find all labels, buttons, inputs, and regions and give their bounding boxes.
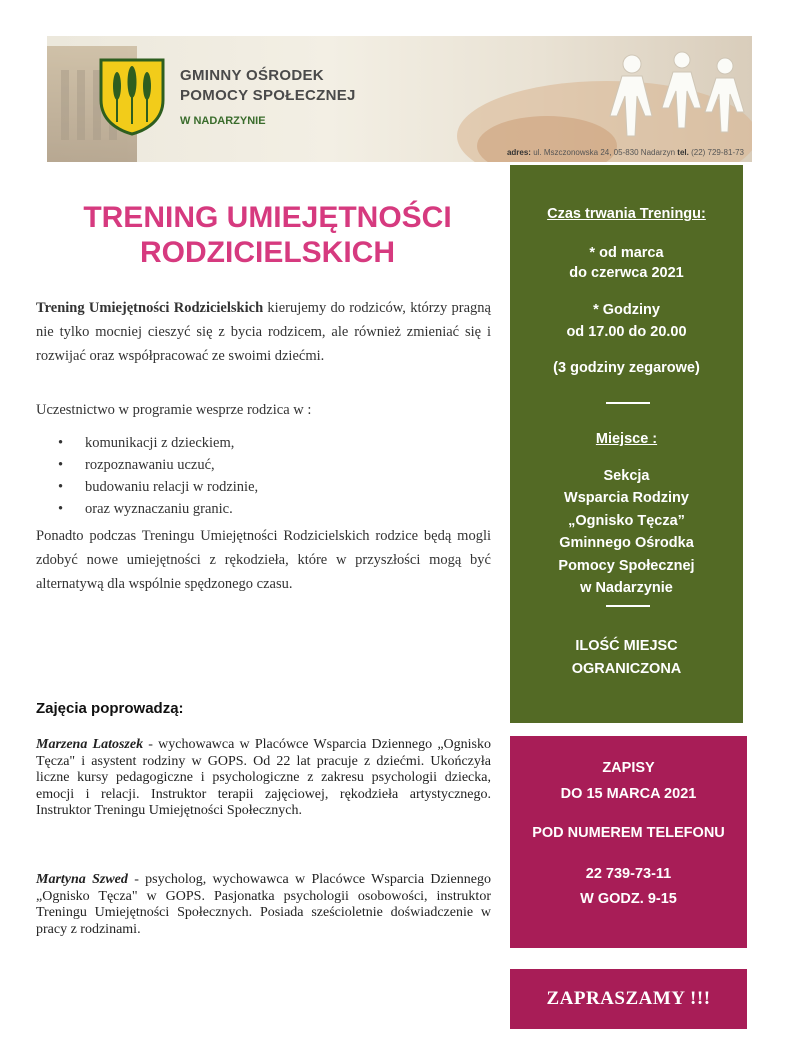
place-line: Gminnego Ośrodka — [559, 535, 694, 551]
list-item: • budowaniu relacji w rodzinie, — [58, 476, 258, 498]
signup-deadline: DO 15 MARCA 2021 — [560, 786, 697, 802]
invitation-banner: ZAPRASZAMY !!! — [510, 969, 747, 1029]
signup-box — [510, 736, 747, 948]
program-intro: Uczestnictwo w programie wesprze rodzica w : — [36, 402, 312, 418]
leader-bio — [36, 737, 491, 820]
divider — [606, 605, 650, 607]
phone-label: tel. — [677, 148, 689, 157]
address-label: adres: — [506, 148, 531, 157]
org-name-line3: W NADARZYNIE — [180, 115, 266, 127]
benefits-list — [58, 432, 258, 520]
org-name-line1: GMINNY OŚRODEK — [180, 67, 324, 84]
header-banner — [47, 36, 752, 162]
signup-phone: 22 739-73-11 — [585, 866, 672, 882]
signup-hours: W GODZ. 9-15 — [580, 891, 677, 907]
hours-label: * Godziny — [593, 302, 660, 318]
page-title — [30, 200, 505, 270]
leader-description: - wychowawca w Placówce Wsparcia Dziennego „Ognisko Tęcza" i asystent rodziny w GOPS. Od 22 lat pracuje z dziećmi. Ukończyła liczne kursy pedagogiczne i psychologiczne z zakresu psychologii dziecka, emocji i relacji. Instruktor terapii zajęciowej, rękodzieła artystycznego. Instruktor Treningu Umiejętności Społecznych. — [36, 737, 491, 819]
hours-note: (3 godziny zegarowe) — [553, 360, 700, 376]
intro-text: kierujemy do rodziców, którzy pragną nie tylko mocniej cieszyć się z bycia rodzicem, ale również zmieniać się i rozwijać oraz współpracować ze swoimi dziećmi. — [36, 300, 491, 364]
training-info-box — [510, 165, 743, 723]
limited-seats-line1: ILOŚĆ MIEJSC — [575, 638, 678, 654]
wheat-sheaves-crest-icon — [97, 56, 167, 136]
phone-text: (22) 729-81-73 — [691, 148, 744, 157]
signup-heading: ZAPISY — [602, 760, 655, 776]
list-item: • rozpoznawaniu uczuć, — [58, 454, 258, 476]
place-line: Pomocy Społecznej — [558, 558, 695, 574]
leaders-heading: Zajęcia poprowadzą: — [36, 700, 184, 717]
place-line: w Nadarzynie — [580, 580, 673, 596]
org-name-line2: POMOCY SPOŁECZNEJ — [180, 87, 356, 104]
place-line: „Ognisko Tęcza” — [568, 513, 685, 529]
leader-name: Marzena Latoszek — [36, 737, 144, 752]
address-text: ul. Mszczonowska 24, 05-830 Nadarzyn — [533, 148, 676, 157]
crafts-paragraph: Ponadto podczas Treningu Umiejętności Rodzicielskich rodzice będą mogli zdobyć nowe umiejętności z rękodzieła, które w przyszłości mogą być alternatywą dla wspólnie spędzonego czasu. — [36, 528, 491, 592]
intro-paragraph — [36, 296, 491, 368]
dates-start: * od marca — [589, 245, 664, 261]
place-line: Sekcja — [603, 468, 650, 484]
divider — [606, 402, 650, 404]
leader-name: Martyna Szwed — [36, 872, 128, 887]
list-item: • oraz wyznaczaniu granic. — [58, 498, 258, 520]
title-line2: RODZICIELSKICH — [140, 236, 395, 269]
title-line1: TRENING UMIEJĘTNOŚCI — [83, 201, 452, 234]
place-line: Wsparcia Rodziny — [564, 490, 689, 506]
address-line — [507, 148, 744, 157]
paper-chain-people-icon — [457, 36, 752, 162]
list-item: • komunikacji z dzieckiem, — [58, 432, 258, 454]
limited-seats-line2: OGRANICZONA — [571, 661, 682, 677]
hours-range: od 17.00 do 20.00 — [566, 324, 687, 340]
place-heading: Miejsce : — [595, 431, 658, 447]
intro-bold-lead: Trening Umiejętności Rodzicielskich — [36, 300, 264, 316]
signup-phone-label: POD NUMEREM TELEFONU — [532, 825, 725, 841]
duration-heading: Czas trwania Treningu: — [547, 206, 706, 222]
leader-description: - psycholog, wychowawca w Placówce Wsparcia Dziennego „Ognisko Tęcza" w GOPS. Pasjonatka psychologii osobowości, instruktor Treningu Umiejętności Społecznych. Posiada sześcioletnie doświadczenie w pracy z rodzinami. — [36, 872, 491, 937]
leader-bio — [36, 872, 491, 938]
dates-end: do czerwca 2021 — [569, 265, 684, 281]
